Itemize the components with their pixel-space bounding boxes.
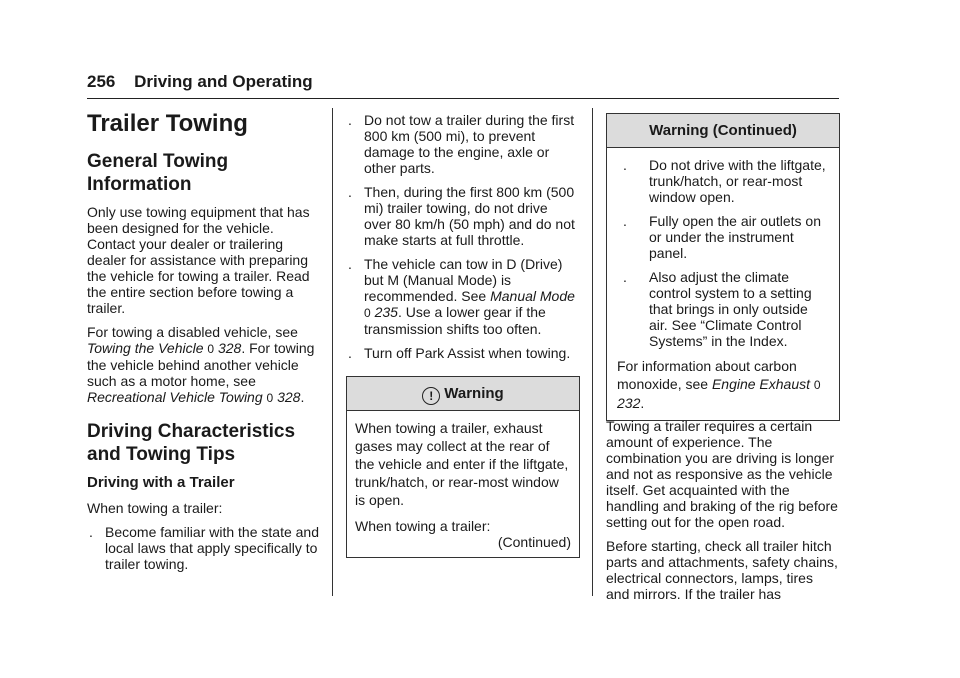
continued-label: (Continued) <box>497 534 571 550</box>
bullet-icon: . <box>348 112 352 128</box>
paragraph-before-starting: Before starting, check all trailer hitch parts and attachments, safety chains, electrical connectors, lamps, tires and mirrors. If the trailer has <box>606 538 838 602</box>
paragraph-experience: Towing a trailer requires a certain amount of experience. The combination you are driving is longer and not as responsive as the vehicle itself. Get acquainted with the handling and braking of the rig before setting out for the open road. <box>606 418 838 530</box>
page-ref-arrow-icon: 0 <box>207 342 215 356</box>
page-ref-235[interactable]: 235 <box>374 304 398 320</box>
column-divider-right <box>592 108 593 596</box>
warning-box-body <box>607 148 839 420</box>
list-item: . Do not tow a trailer during the first 800 km (500 mi), to prevent damage to the engine, axle or other parts. <box>348 112 575 176</box>
heading-general-towing: General Towing Information <box>87 151 229 195</box>
page-ref-328-a[interactable]: 328 <box>217 340 242 356</box>
bullet-icon: . <box>348 256 352 272</box>
column-divider-left <box>332 108 333 596</box>
list-item: . Do not drive with the liftgate, trunk/hatch, or rear-most window open. <box>623 157 826 205</box>
paragraph-disabled-vehicle: For towing a disabled vehicle, see Towing the Vehicle 0 328. For towing the vehicle behind another vehicle such as a motor home, see Recreational Vehicle Towing 0 328. <box>87 324 315 405</box>
column-2 <box>346 112 578 369</box>
list-item: . The vehicle can tow in D (Drive) but M (Manual Mode) is recommended. See Manual Mode 0 235. Use a lower gear if the transmission shifts too often. <box>348 256 575 337</box>
xref-towing-the-vehicle[interactable]: Towing the Vehicle <box>87 340 204 356</box>
list-item: . Also adjust the climate control system to a setting that brings in only outside air. See “Climate Control Systems” in the Index. <box>623 269 812 349</box>
column-1 <box>87 110 319 580</box>
list-item: . Become familiar with the state and local laws that apply specifically to trailer towing. <box>89 524 319 572</box>
bullet-icon: . <box>348 184 352 200</box>
paragraph-when-towing: When towing a trailer: <box>87 500 223 516</box>
page-title: Trailer Towing <box>87 110 248 137</box>
warning-text: For information about carbon monoxide, see Engine Exhaust 0 232. <box>617 358 821 411</box>
bullet-icon: . <box>623 213 627 229</box>
warning-text: When towing a trailer: <box>355 518 491 534</box>
list-item: . Turn off Park Assist when towing. <box>348 345 571 361</box>
page-ref-232[interactable]: 232 <box>617 395 641 411</box>
warning-box-header <box>347 377 579 411</box>
page-header <box>87 72 313 92</box>
warning-icon: ! <box>422 387 440 405</box>
page-ref-328-b[interactable]: 328 <box>277 389 301 405</box>
page-ref-arrow-icon: 0 <box>266 391 274 405</box>
list-item: . Fully open the air outlets on or under the instrument panel. <box>623 213 821 261</box>
page-ref-arrow-icon: 0 <box>813 378 821 392</box>
bullet-icon: . <box>623 269 627 285</box>
header-rule <box>87 98 839 99</box>
warning-title: Warning <box>444 385 504 402</box>
warning-box-continued <box>606 113 840 421</box>
xref-engine-exhaust[interactable]: Engine Exhaust <box>711 376 811 392</box>
bullet-icon: . <box>348 345 352 361</box>
page-number: 256 <box>87 72 116 91</box>
section-title: Driving and Operating <box>134 72 313 91</box>
page-ref-arrow-icon: 0 <box>364 306 371 320</box>
bullet-icon: . <box>623 157 627 173</box>
heading-driving-with-trailer: Driving with a Trailer <box>87 474 235 491</box>
bullet-icon: . <box>89 524 93 540</box>
xref-recreational-vehicle-towing[interactable]: Recreational Vehicle Towing <box>87 389 263 405</box>
column-3-text <box>606 418 840 610</box>
paragraph-towing-equipment: Only use towing equipment that has been designed for the vehicle. Contact your dealer or trailering dealer for assistance with preparing the vehicle for towing a trailer. Read the entire section before towing a trailer. <box>87 204 310 316</box>
warning-box-body <box>347 411 579 557</box>
warning-text: When towing a trailer, exhaust gases may collect at the rear of the vehicle and enter if the liftgate, trunk/hatch, or rear-most window is open. <box>355 420 569 508</box>
xref-manual-mode[interactable]: Manual Mode <box>490 288 575 304</box>
warning-box <box>346 376 580 558</box>
list-item: . Then, during the first 800 km (500 mi) trailer towing, do not drive over 80 km/h (50 mph) and do not make starts at full throttle. <box>348 184 575 248</box>
heading-driving-characteristics: Driving Characteristics and Towing Tips <box>87 421 296 465</box>
warning-box-header: Warning (Continued) <box>607 114 839 148</box>
